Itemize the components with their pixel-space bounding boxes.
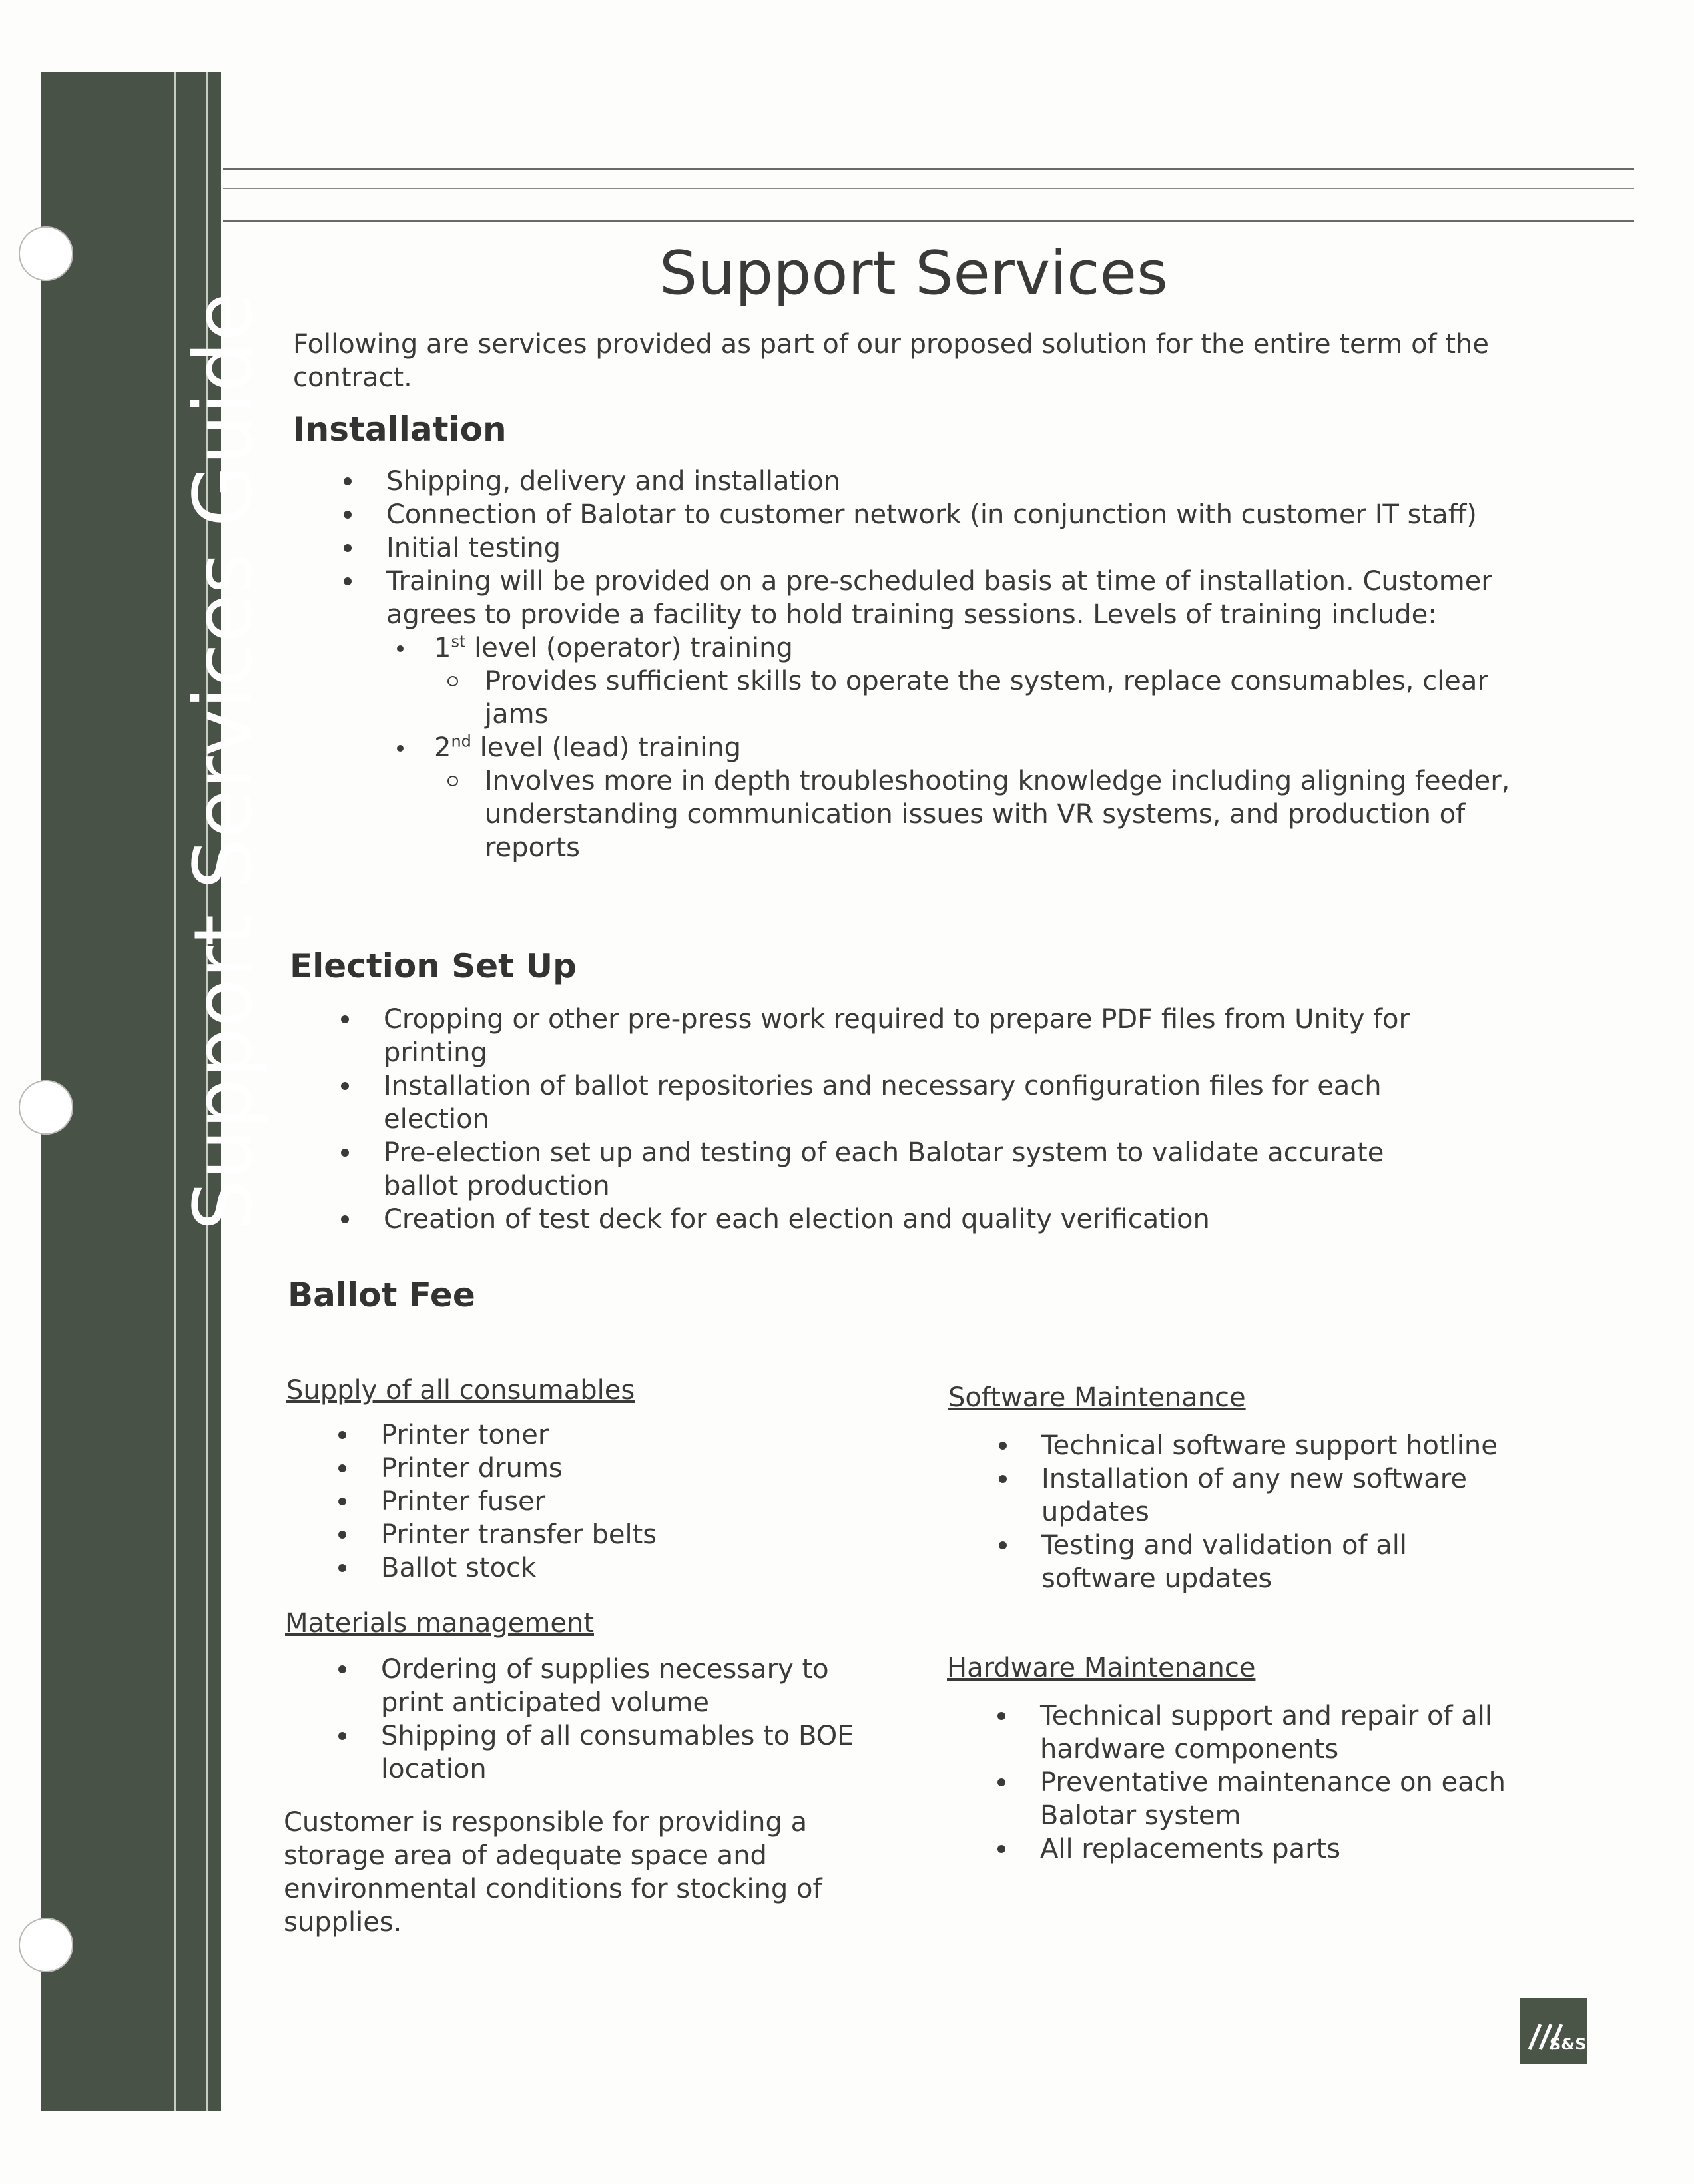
section-heading-election-setup: Election Set Up xyxy=(290,947,577,985)
header-rule xyxy=(223,168,1634,170)
list-item: Ballot stock xyxy=(381,1551,847,1585)
software-heading: Software Maintenance xyxy=(948,1382,1246,1413)
training-level xyxy=(434,731,1532,864)
list-item: Technical software support hotline xyxy=(1041,1429,1508,1462)
header-rule xyxy=(223,220,1634,222)
list-item: Printer drums xyxy=(381,1452,847,1485)
level-details xyxy=(485,764,1532,864)
list-item: Cropping or other pre-press work required to prepare PDF files from Unity for printing xyxy=(384,1003,1462,1069)
level-details xyxy=(485,665,1532,731)
punch-hole xyxy=(19,1080,73,1135)
list-item: Shipping of all consumables to BOE location xyxy=(381,1719,860,1786)
list-item: Preventative maintenance on each Balotar system xyxy=(1040,1767,1506,1831)
hardware-list xyxy=(1040,1699,1506,1866)
materials-heading: Materials management xyxy=(285,1608,595,1639)
list-item: Ordering of supplies necessary to print anticipated volume xyxy=(381,1653,860,1719)
logo-text: S&S xyxy=(1550,2035,1587,2053)
installation-list xyxy=(386,465,1532,864)
list-item: All replacements parts xyxy=(1040,1832,1506,1866)
ordinal-suffix: st xyxy=(451,632,466,651)
sidebar-title: Support Services Guide xyxy=(178,292,270,1230)
list-item xyxy=(386,565,1532,864)
sidebar-divider xyxy=(174,72,176,2111)
list-item: Technical support and repair of all hardware components xyxy=(1040,1699,1506,1766)
list-item: Installation of ballot repositories and necessary configuration files for each election xyxy=(384,1069,1462,1136)
customer-note: Customer is responsible for providing a storage area of adequate space and environmental conditions for stocking of supplies. xyxy=(284,1807,822,1938)
list-item: Shipping, delivery and installation xyxy=(386,465,1532,498)
training-levels xyxy=(434,631,1532,864)
training-text: Training will be provided on a pre-scheduled basis at time of installation. Customer agrees to provide a facility to hold training sessions. Levels of training include: xyxy=(386,566,1492,630)
list-item: Connection of Balotar to customer network (in conjunction with customer IT staff) xyxy=(386,498,1532,531)
software-list xyxy=(1041,1429,1508,1595)
list-item: Printer toner xyxy=(381,1418,847,1452)
supply-list xyxy=(381,1418,847,1585)
punch-hole xyxy=(19,226,73,281)
section-heading-ballot-fee: Ballot Fee xyxy=(288,1276,475,1314)
list-item: Creation of test deck for each election and quality verification xyxy=(384,1203,1462,1236)
level-label: level (operator) training xyxy=(474,633,793,663)
page-title: Support Services xyxy=(659,238,1168,308)
hardware-heading: Hardware Maintenance xyxy=(947,1653,1256,1683)
level-label: level (lead) training xyxy=(479,732,741,763)
level-detail: Provides sufficient skills to operate the system, replace consumables, clear jams xyxy=(485,665,1532,731)
list-item: Printer fuser xyxy=(381,1485,847,1518)
list-item: Testing and validation of all software updates xyxy=(1041,1529,1508,1595)
ordinal: 1 xyxy=(434,633,451,663)
list-item: Initial testing xyxy=(386,531,1532,565)
intro-paragraph: Following are services provided as part of our proposed solution for the entire term of the contract. xyxy=(293,329,1489,393)
ordinal: 2 xyxy=(434,732,451,763)
election-setup-list xyxy=(384,1003,1462,1236)
list-item: Installation of any new software updates xyxy=(1041,1462,1508,1529)
list-item: Printer transfer belts xyxy=(381,1518,847,1551)
punch-hole xyxy=(19,1918,73,1972)
materials-list xyxy=(381,1653,860,1786)
logo-mark-icon xyxy=(1520,1998,1587,2064)
header-rule xyxy=(223,188,1634,189)
supply-heading: Supply of all consumables xyxy=(286,1375,635,1406)
section-heading-installation: Installation xyxy=(293,410,507,449)
ordinal-suffix: nd xyxy=(451,732,471,751)
training-level xyxy=(434,631,1532,731)
company-logo xyxy=(1520,1998,1587,2064)
level-detail: Involves more in depth troubleshooting knowledge including aligning feeder, understanding communication issues with VR systems, and production of reports xyxy=(485,764,1532,864)
list-item: Pre-election set up and testing of each Balotar system to validate accurate ballot production xyxy=(384,1136,1462,1203)
